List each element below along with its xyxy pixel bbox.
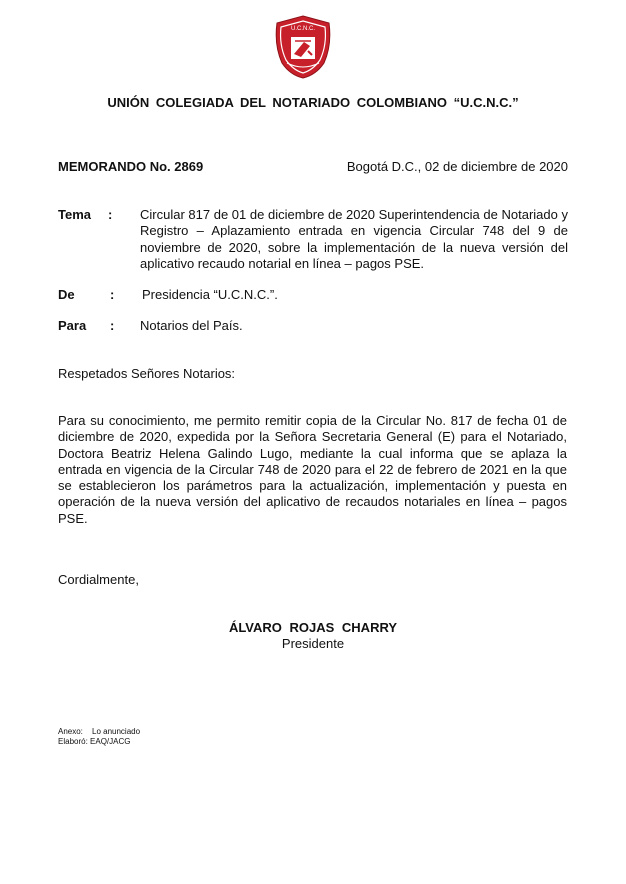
greeting: Respetados Señores Notarios: — [58, 366, 236, 381]
para-colon: : — [110, 318, 115, 333]
closing: Cordialmente, — [58, 572, 139, 587]
ucnc-logo — [274, 15, 332, 79]
prepared-label: Elaboró: — [58, 737, 88, 746]
prepared-line — [58, 737, 140, 747]
de-value: Presidencia “U.C.N.C.”. — [142, 287, 278, 302]
footer-annex — [58, 727, 140, 747]
signer-name: ÁLVARO ROJAS CHARRY — [228, 620, 398, 635]
annex-line — [58, 727, 140, 737]
organization-title: UNIÓN COLEGIADA DEL NOTARIADO COLOMBIANO “U.C.N.C.” — [107, 95, 519, 110]
body-paragraph: Para su conocimiento, me permito remitir copia de la Circular No. 817 de fecha 01 de diciembre de 2020, expedida por la Señora Secretaria General (E) para el Notariado, Doctora Beatriz Helena Galindo Lugo, mediante la cual informa que se aplaza la entrada en vigencia de la Circular 748 de 2020 para el 22 de febrero de 2021 en la que se establecieron los parámetros para la actualización, implementación y puesta en operación de la nueva versión del aplicativo de recaudos notariales en línea – pagos PSE. — [58, 413, 567, 526]
logo-text: U.C.N.C. — [291, 26, 315, 32]
tema-label: Tema — [58, 207, 91, 222]
de-colon: : — [110, 287, 115, 302]
annex-value: Lo anunciado — [92, 727, 141, 736]
annex-label: Anexo: — [58, 727, 83, 736]
prepared-value: EAQ/JACG — [90, 737, 131, 746]
place-date: Bogotá D.C., 02 de diciembre de 2020 — [346, 159, 568, 174]
memo-number: MEMORANDO No. 2869 — [58, 159, 204, 174]
para-label: Para — [58, 318, 87, 333]
tema-colon: : — [108, 207, 113, 222]
de-label: De — [58, 287, 75, 302]
para-value: Notarios del País. — [140, 318, 243, 333]
tema-value: Circular 817 de 01 de diciembre de 2020 Superintendencia de Notariado y Registro – Aplazamiento entrada en vigencia Circular 748 del 9 de noviembre de 2020, sobre la implementación de la nueva versión del aplicativo recaudo notarial en línea – pagos PSE. — [140, 207, 568, 271]
signer-role: Presidente — [281, 636, 345, 651]
